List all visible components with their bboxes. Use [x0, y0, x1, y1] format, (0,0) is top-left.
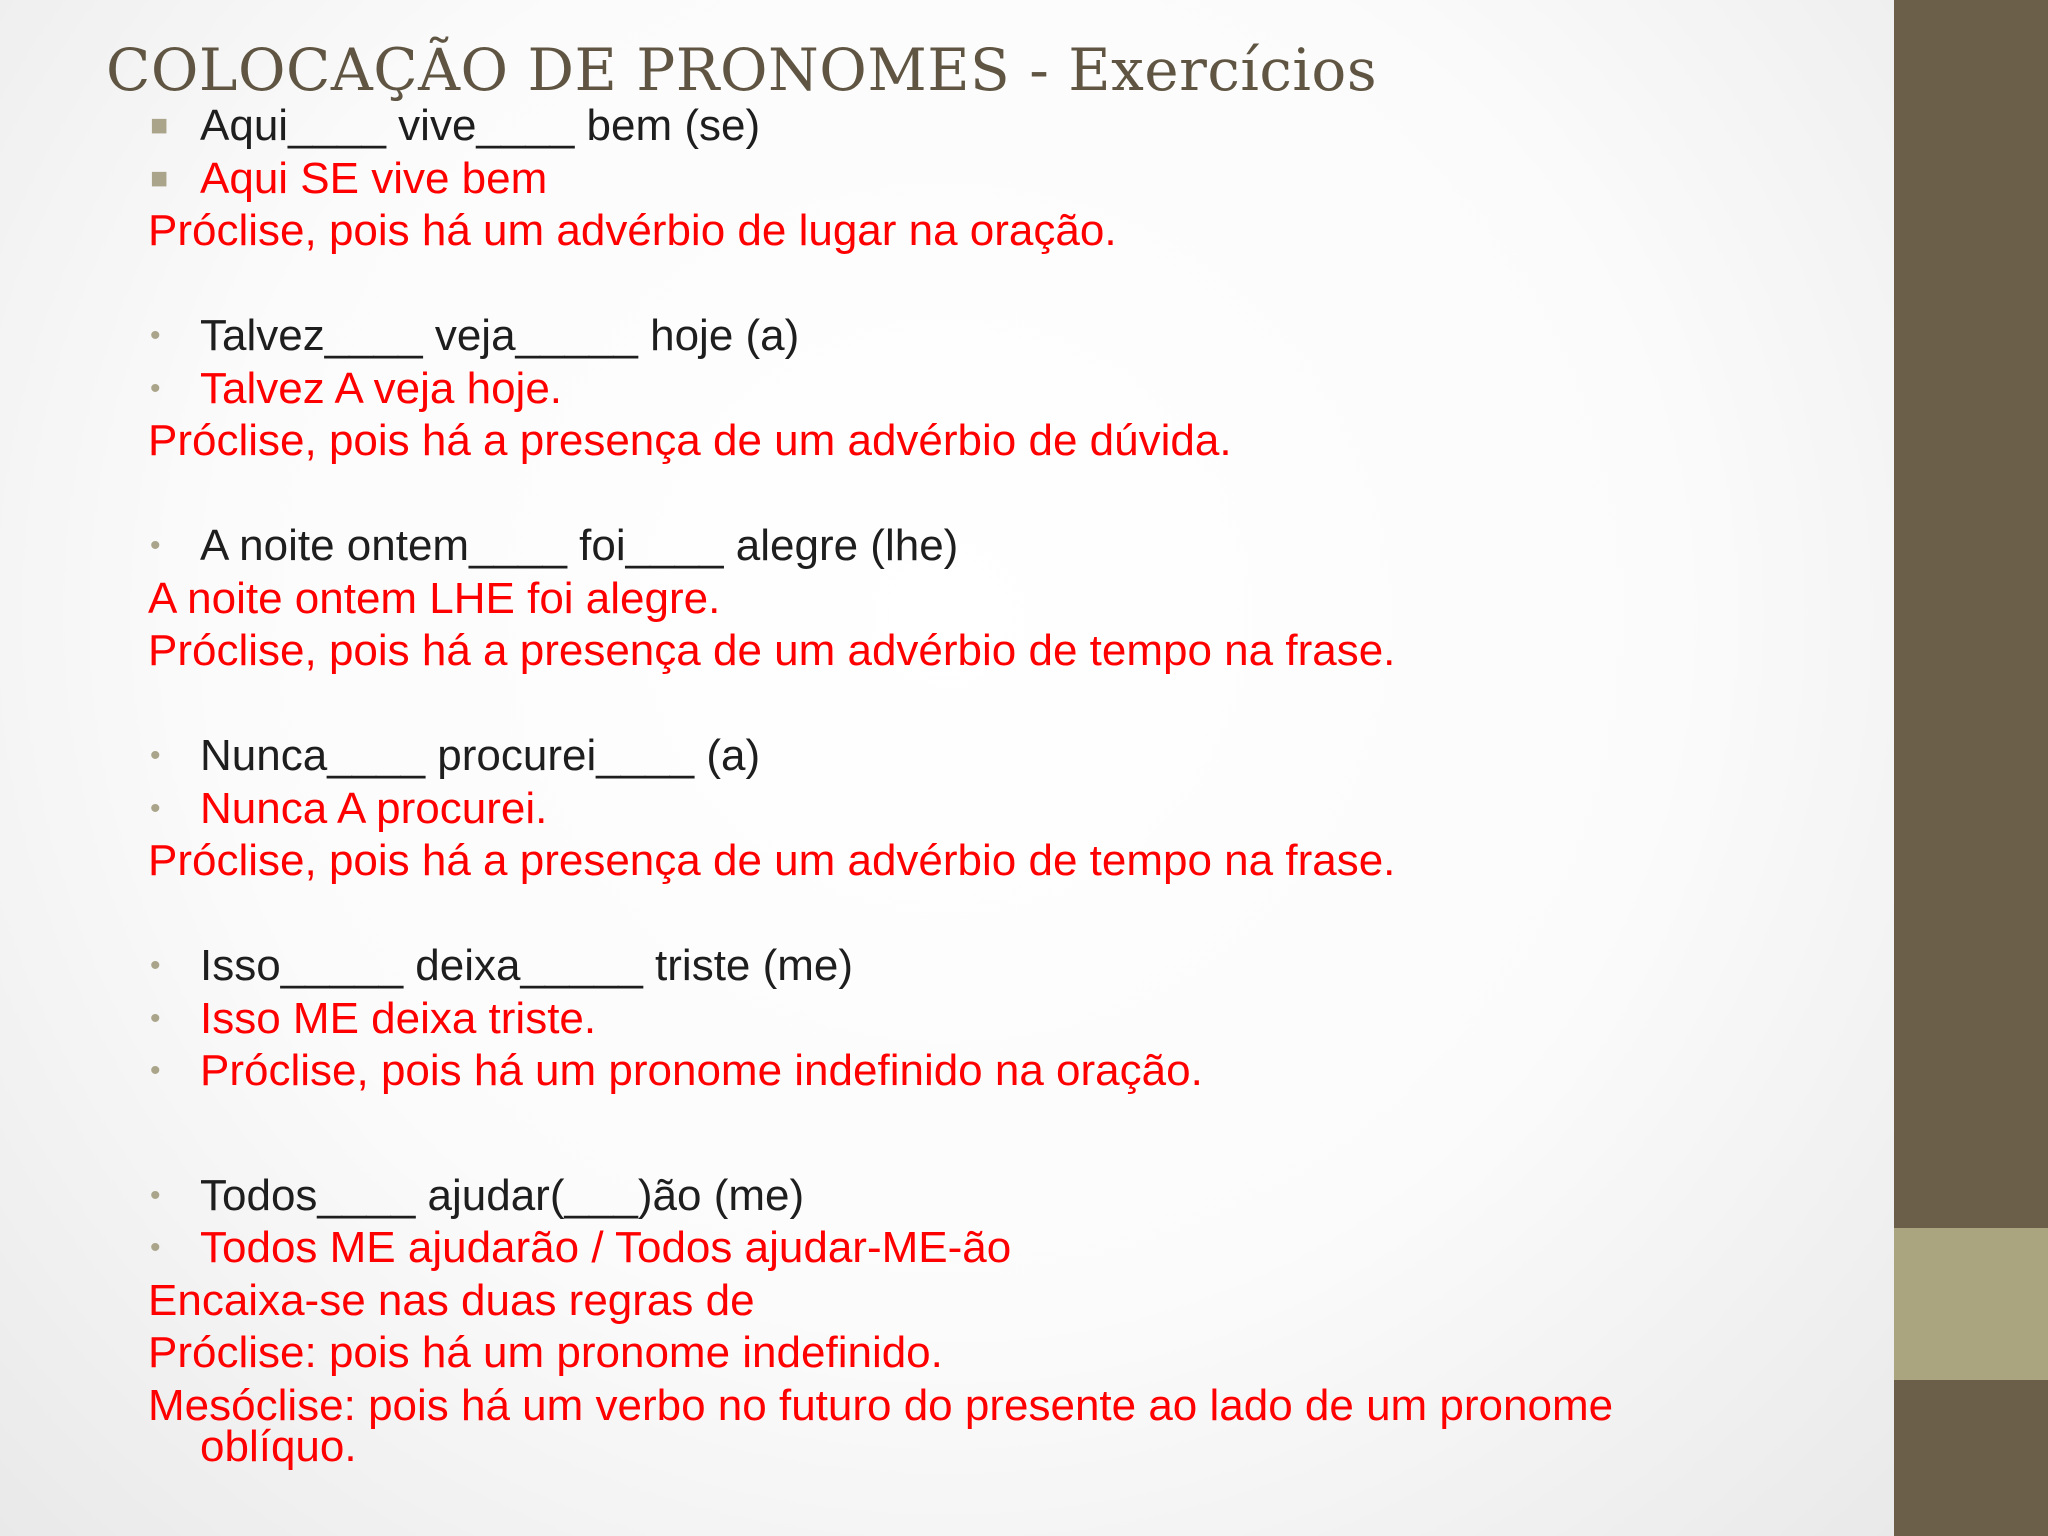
dot-bullet-icon: •	[150, 1178, 161, 1212]
question-text: Aqui____ vive____ bem (se)	[200, 101, 761, 150]
exercise-6-explanation-3: Mesóclise: pois há um verbo no futuro do presente ao lado de um pronome	[148, 1380, 1614, 1430]
dot-bullet-icon: •	[150, 319, 161, 352]
exercise-1-question	[148, 100, 1868, 153]
exercise-4-answer	[148, 783, 1868, 836]
exercise-6-explanation-4: oblíquo.	[200, 1422, 357, 1471]
answer-text: Talvez A veja hoje.	[200, 363, 563, 413]
square-bullet-icon: ■	[150, 161, 169, 195]
exercise-1-explanation: Próclise, pois há um advérbio de lugar na oração.	[148, 206, 1117, 255]
answer-text: Todos ME ajudarão / Todos ajudar-ME-ão	[200, 1223, 1012, 1272]
spacer	[148, 1098, 1868, 1170]
explanation-text: Próclise, pois há um pronome indefinido na oração.	[200, 1046, 1203, 1095]
dot-bullet-icon: •	[150, 1231, 161, 1264]
dot-bullet-icon: •	[150, 529, 161, 562]
side-band-accent	[1894, 1228, 2048, 1380]
spacer	[148, 258, 1868, 311]
exercise-2-answer	[148, 363, 1868, 416]
question-text: Talvez____ veja_____ hoje (a)	[200, 311, 800, 360]
exercise-6-answer	[148, 1222, 1868, 1275]
dot-bullet-icon: •	[150, 791, 161, 825]
exercise-5-explanation	[148, 1045, 1868, 1098]
exercise-4-explanation: Próclise, pois há a presença de um advérbio de tempo na frase.	[148, 836, 1396, 885]
spacer	[148, 678, 1868, 731]
dot-bullet-icon: •	[150, 1001, 161, 1035]
answer-text: Isso ME deixa triste.	[200, 993, 597, 1043]
dot-bullet-icon: •	[150, 949, 161, 982]
exercise-3-question	[148, 520, 1868, 573]
spacer	[148, 888, 1868, 941]
dot-bullet-icon: •	[150, 371, 161, 405]
dot-bullet-icon: •	[150, 739, 161, 772]
exercise-6-explanation-1: Encaixa-se nas duas regras de	[148, 1275, 755, 1325]
exercise-5-question	[148, 940, 1868, 993]
answer-text: Aqui SE vive bem	[200, 153, 548, 203]
exercise-4-question	[148, 730, 1868, 783]
exercise-list	[148, 100, 1868, 1471]
spacer	[148, 468, 1868, 521]
dot-bullet-icon: •	[150, 1054, 161, 1087]
question-text: A noite ontem____ foi____ alegre (lhe)	[200, 521, 959, 570]
answer-text: Nunca A procurei.	[200, 783, 548, 833]
square-bullet-icon: ■	[150, 109, 169, 142]
exercise-5-answer	[148, 993, 1868, 1046]
exercise-3-explanation: Próclise, pois há a presença de um advérbio de tempo na frase.	[148, 626, 1396, 675]
exercise-2-explanation: Próclise, pois há a presença de um advérbio de dúvida.	[148, 416, 1232, 465]
exercise-2-question	[148, 310, 1868, 363]
exercise-3-answer: A noite ontem LHE foi alegre.	[148, 573, 721, 623]
question-text: Nunca____ procurei____ (a)	[200, 731, 761, 780]
exercise-6-explanation-2: Próclise: pois há um pronome indefinido.	[148, 1328, 943, 1377]
exercise-6-question	[148, 1170, 1868, 1223]
exercise-1-answer	[148, 153, 1868, 206]
question-text: Todos____ ajudar(___)ão (me)	[200, 1170, 805, 1220]
question-text: Isso_____ deixa_____ triste (me)	[200, 941, 854, 990]
slide-title: COLOCAÇÃO DE PRONOMES - Exercícios	[106, 36, 1378, 104]
